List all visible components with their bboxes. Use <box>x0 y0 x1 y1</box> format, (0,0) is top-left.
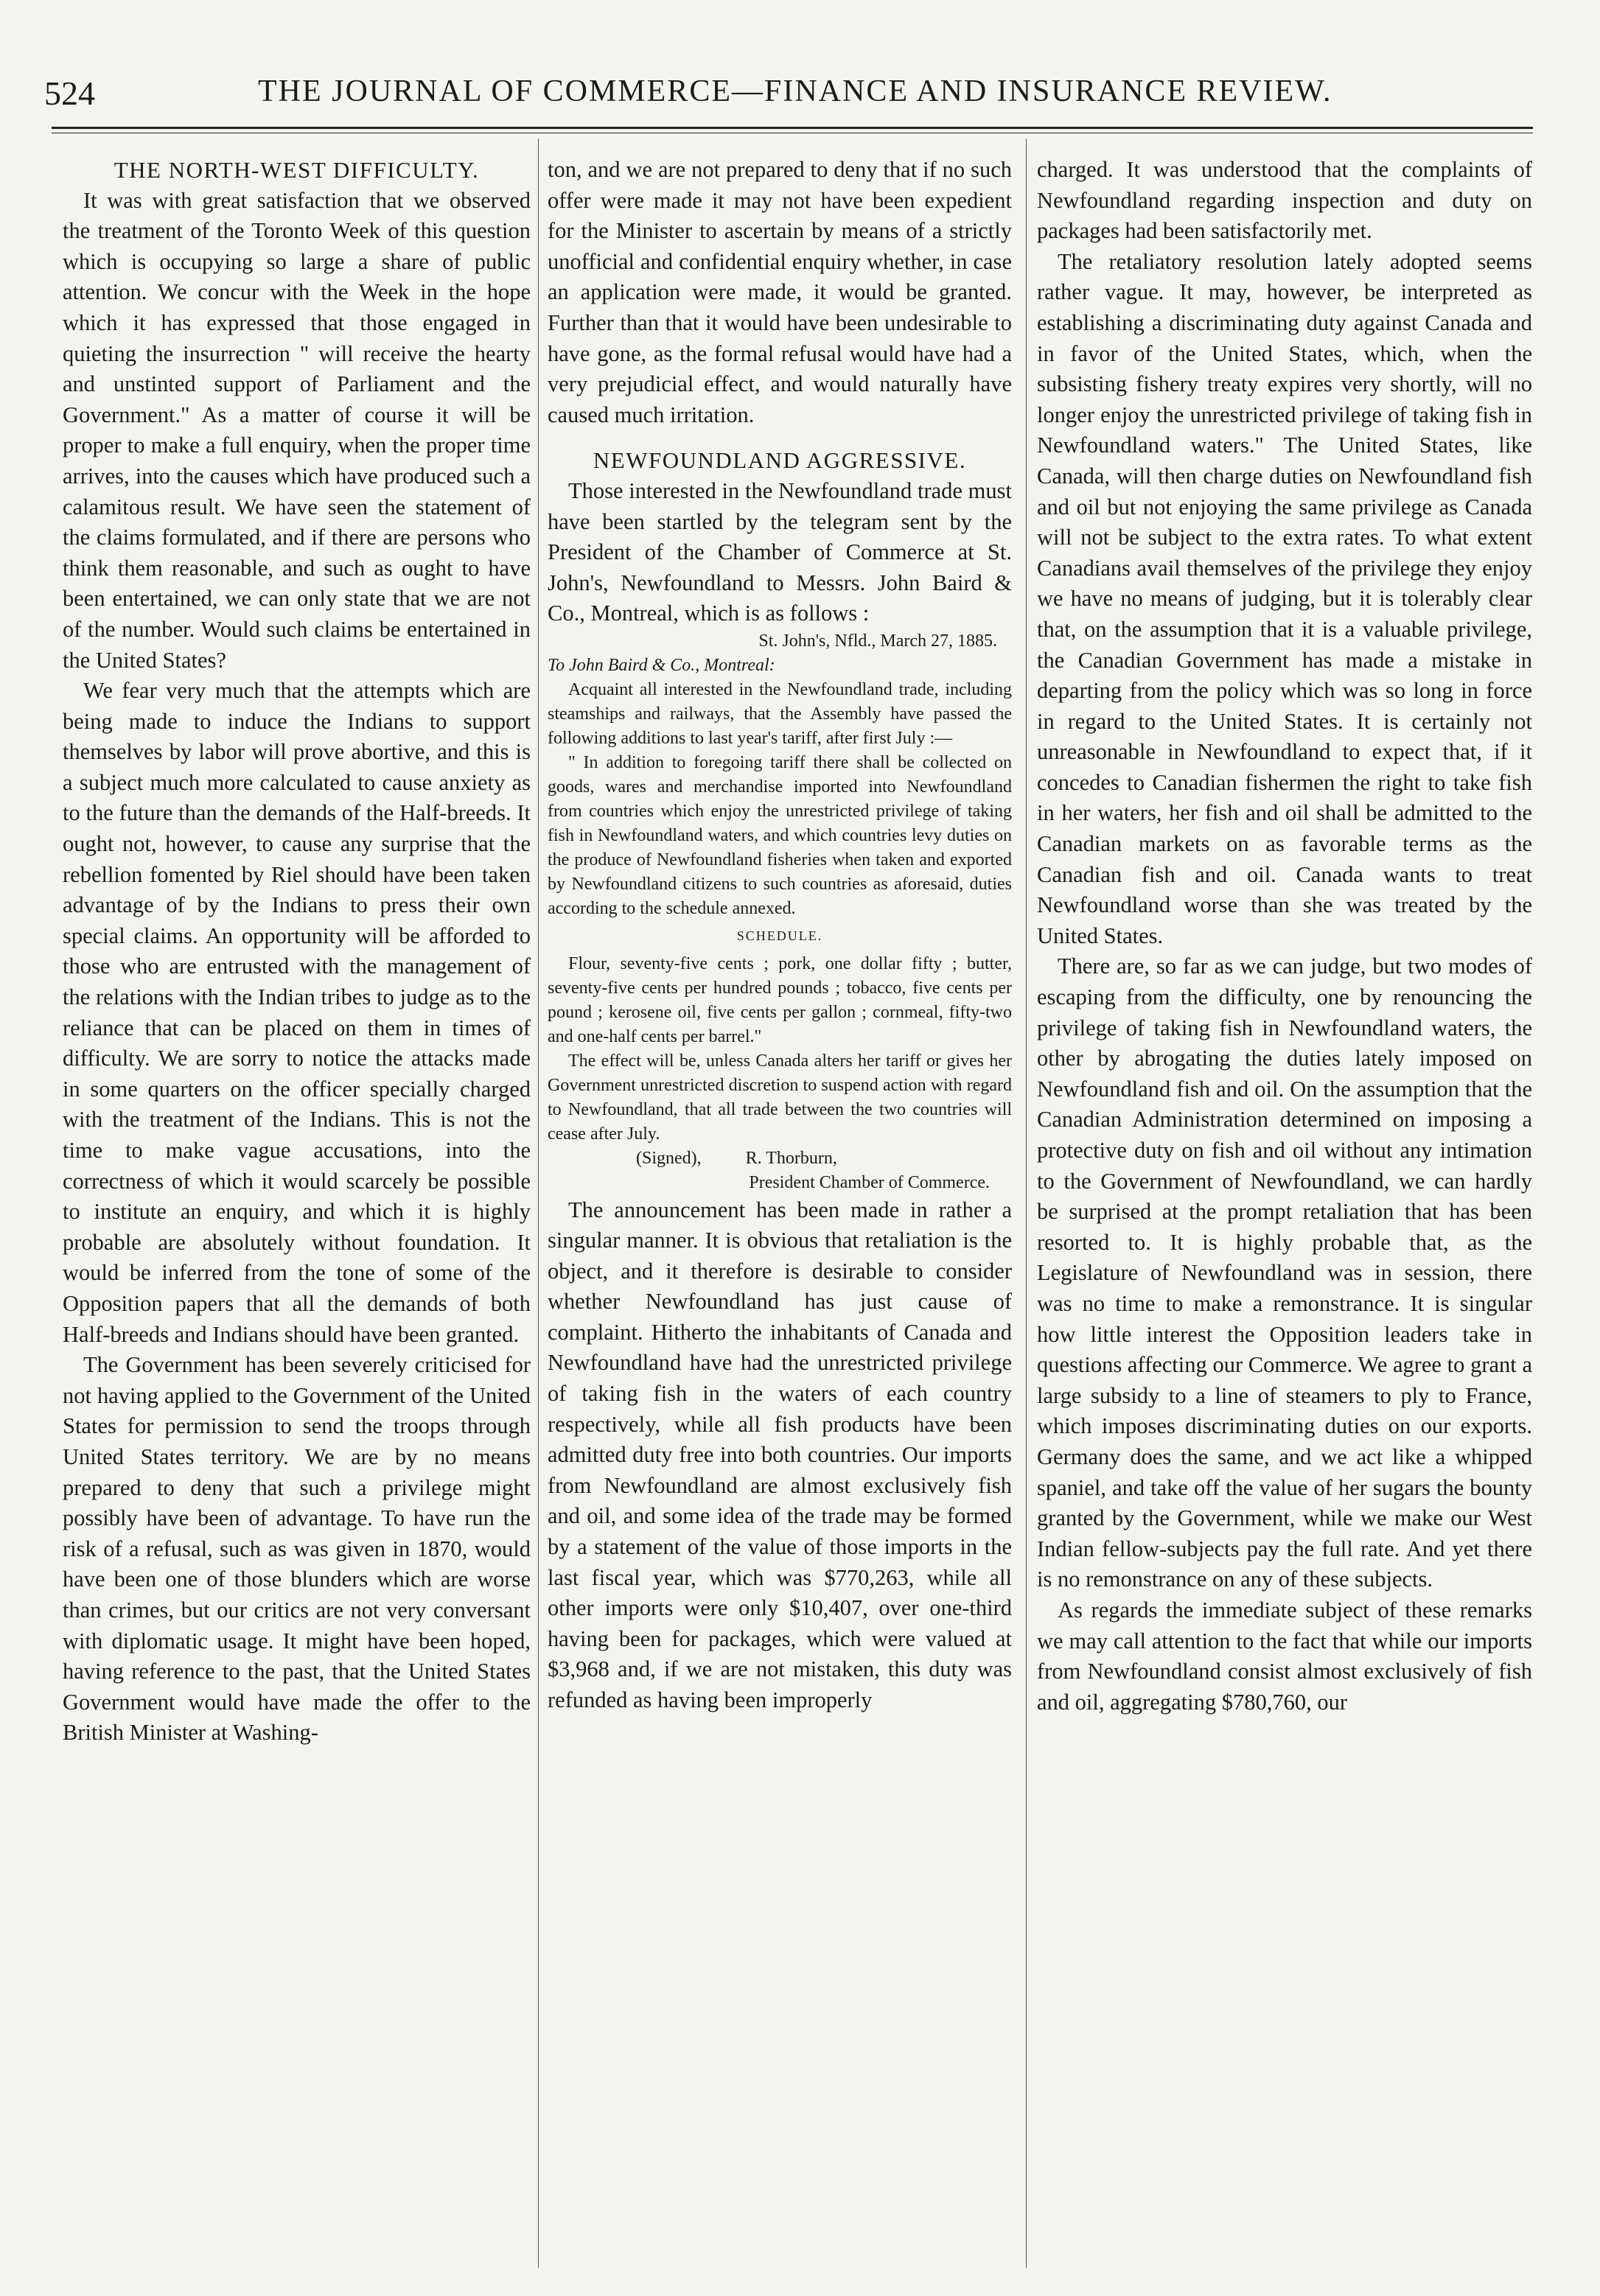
column-1 <box>63 155 531 2277</box>
telegram-text: Acquaint all interested in the Newfoundland trade, including steamships and railways, that the Assembly have passed the following additions to last year's tariff, after first July :— <box>548 679 1012 748</box>
column-2 <box>548 155 1012 2277</box>
schedule-text: Flour, seventy-five cents ; pork, one dollar fifty ; butter, seventy-five cents per hundred pounds ; tobacco, five cents per pound ; kerosene oil, five cents per gallon ; cornmeal, fifty-two and one-half cents per barrel." <box>548 953 1012 1046</box>
signature-line <box>548 1147 1012 1171</box>
header-rule <box>52 127 1533 129</box>
page-header <box>44 74 1555 118</box>
telegram-dateline: St. John's, Nfld., March 27, 1885. <box>758 631 997 651</box>
paragraph: As regards the immediate subject of these remarks we may call attention to the fact that while our imports from Newfoundland consist almost exclusively of fish and oil, aggregating $780,760, our <box>1037 1597 1532 1715</box>
paragraph: charged. It was understood that the complaints of Newfoundland regarding inspection and duty on packages had been satisfactorily met. <box>1037 157 1532 244</box>
paragraph: The announcement has been made in rather a singular manner. It is obvious that retaliation is the object, and it therefore is desirable to consider whether Newfoundland has just cause of complaint. Hitherto the inhabitants of Canada and Newfoundland have had the unrestricted privilege of taking fish in the waters of each country respectively, while all fish products have been admitted duty free into both countries. Our imports from Newfoundland are almost exclusively fish and oil, and some idea of the trade may be formed by a statement of the value of those imports in the last fiscal year, which was $770,263, while all other imports were only $10,407, over one-third having been for packages, which were valued at $3,968 and, if we are not mistaken, this duty was refunded as having been improperly <box>548 1197 1012 1712</box>
schedule-label: SCHEDULE. <box>736 928 823 943</box>
paragraph: The retaliatory resolution lately adopted seems rather vague. It may, however, be interpreted as establishing a discriminating duty against Canada and in favor of the United States, which, when the subsisting fishery treaty expires very shortly, will no longer enjoy the unrestricted privilege of taking fish in Newfoundland waters." The United States, like Canada, will then charge duties on Newfoundland fish and oil but not enjoying the same privilege as Canada will not be subject to the extra rates. To what extent Canadians avail themselves of the privilege they enjoy we have no means of judging, but it is tolerably clear that, on the assumption that it is a valuable privilege, the Canadian Government has made a mistake in departing from the policy which was so long in force in regard to the United States. It is certainly not unreasonable in Newfoundland to expect that, if it concedes to Canadian fishermen the right to take fish in her waters, her fish and oil shall be admitted to the Canadian markets on as favorable terms as the Canadian fish and oil. Canada wants to treat Newfoundland worse than she was treated by the United States. <box>1037 248 1532 948</box>
telegram-text: " In addition to foregoing tariff there shall be collected on goods, wares and merchandise imported into Newfoundland from countries which enjoy the unrestricted privilege of taking fish in Newfoundland waters, and which countries levy duties on the produce of Newfoundland fisheries when taken and exported by Newfoundland citizens to such countries as aforesaid, duties according to the schedule annexed. <box>548 752 1012 918</box>
paragraph: It was with great satisfaction that we observed the treatment of the Toronto Week of this question which is occupying so large a share of public attention. We concur with the Week in the hope which it has expressed that those engaged in quieting the insurrection " will receive the hearty and unstinted support of Parliament and the Government." As a matter of course it will be proper to make a full enquiry, when the proper time arrives, into the causes which have produced such a calamitous result. We have seen the statement of the claims formulated, and if there are persons who think them reasonable, and such as ought to have been entertained, we can only state that we are not of the number. Would such claims be entertained in the United States? <box>63 187 531 673</box>
page-number: 524 <box>44 74 95 112</box>
signed-label: (Signed), <box>636 1148 702 1168</box>
article-title: THE NORTH-WEST DIFFICULTY. <box>113 157 480 183</box>
paragraph: Those interested in the Newfoundland trade must have been startled by the telegram sent by the President of the Chamber of Commerce at St. John's, Newfoundland to Messrs. John Baird & Co., Montreal, which is as follows : <box>548 477 1012 626</box>
signed-name: R. Thorburn, <box>745 1148 837 1168</box>
telegram-text: The effect will be, unless Canada alters her tariff or gives her Government unrestricted discretion to suspend action with regard to Newfoundland, that all trade between the two countries will cease after July. <box>548 1051 1012 1144</box>
column-3 <box>1037 155 1532 2277</box>
paragraph: ton, and we are not prepared to deny that if no such offer were made it may not have been expedient for the Minister to ascertain by means of a strictly unofficial and confidential enquiry whether, in case an application were made, it would be granted. Further than that it would have been undesirable to have gone, as the formal refusal would have had a very prejudicial effect, and would naturally have caused much irritation. <box>548 157 1012 427</box>
telegram-addressee: To John Baird & Co., Montreal: <box>548 655 775 675</box>
article-title: NEWFOUNDLAND AGGRESSIVE. <box>593 447 967 474</box>
column-divider <box>538 139 539 2268</box>
paragraph: The Government has been severely criticised for not having applied to the Government of the United States for permission to send the troops through United States territory. We are by no means prepared to deny that such a privilege might possibly have been of advantage. To have run the risk of a refusal, such as was given in 1870, would have been one of those blunders which are worse than crimes, but our critics are not very conversant with diplomatic usage. It might have been hoped, having reference to the past, that the United States Government would have made the offer to the British Minister at Washing- <box>63 1352 531 1746</box>
masthead-title: THE JOURNAL OF COMMERCE—FINANCE AND INSURANCE REVIEW. <box>258 74 1332 108</box>
column-divider <box>1026 139 1027 2268</box>
paragraph: There are, so far as we can judge, but two modes of escaping from the difficulty, one by renouncing the privilege of taking fish in Newfoundland waters, the other by abrogating the duties lately imposed on Newfoundland fish and oil. On the assumption that the Canadian Administration determined on imposing a protective duty on fish and oil without any intimation to the Government of Newfoundland, we can hardly be surprised at the prompt retaliation that has been resorted to. It is highly probable that, as the Legislature of Newfoundland was in session, there was no time to make a remonstrance. It is singular how little interest the Opposition leaders take in questions affecting our Commerce. We agree to grant a large subsidy to a line of steamers to ply to France, which imposes discriminating duties on our exports. Germany does the same, and we act like a whipped spaniel, and take off the value of her sugars the bounty granted by the Government, while we make our West Indian fellow-subjects pay the full rate. And yet there is no remonstrance on any of these subjects. <box>1037 953 1532 1592</box>
paragraph: We fear very much that the attempts which are being made to induce the Indians to support themselves by labor will prove abortive, and this is a subject much more calculated to cause anxiety as to the future than the demands of the Half-breeds. It ought not, however, to cause any surprise that the rebellion fomented by Riel should have been taken advantage of by the Indians to press their own special claims. An opportunity will be afforded to those who are entrusted with the management of the relations with the Indian tribes to judge as to the reliance that can be placed on them in times of difficulty. We are sorry to notice the attacks made in some quarters on the officer specially charged with the treatment of the Indians. This is not the time to make vague accusations, into the correctness of which it would scarcely be possible to institute an enquiry, and which it is highly probable are absolutely without foundation. It would be inferred from the tone of some of the Opposition papers that all the demands of both Half-breeds and Indians should have been granted. <box>63 678 531 1347</box>
signed-title: President Chamber of Commerce. <box>749 1172 990 1192</box>
